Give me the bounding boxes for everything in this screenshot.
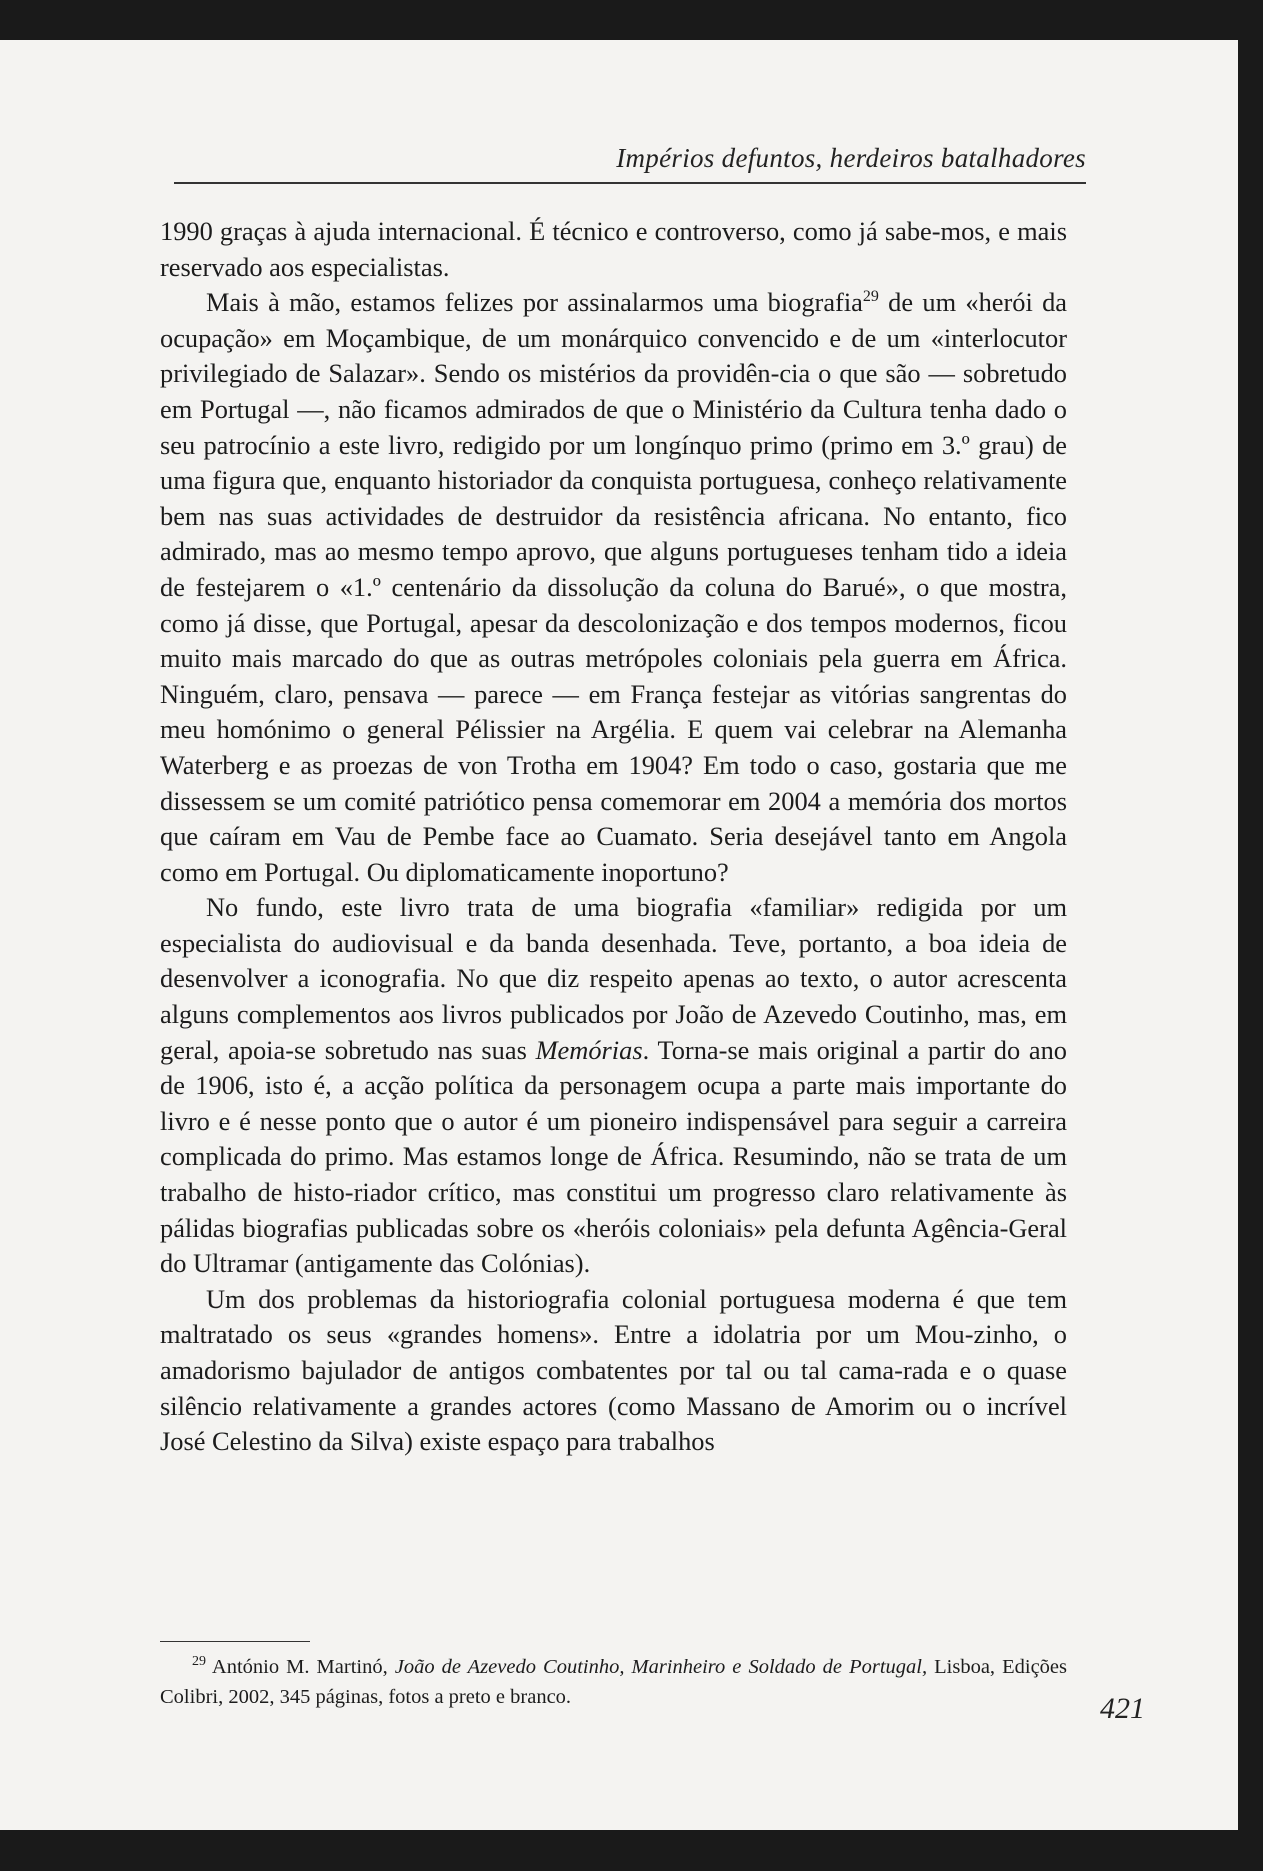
header-rule <box>174 182 1086 184</box>
paragraph-4: Um dos problemas da historiografia colonial portuguesa moderna é que tem maltratado os seus «grandes homens». Entre a idolatria por um Mou-zinho, o amadorismo bajulador de antigos combatentes por tal ou tal cama-rada e o quase silêncio relativamente a grandes actores (como Massano de Amorim ou o incrível José Celestino da Silva) existe espaço para trabalhos <box>160 1283 1067 1457</box>
memorias-title: Memórias <box>535 1034 643 1065</box>
footnote <box>160 1652 1067 1712</box>
paragraph-2 <box>160 285 1067 890</box>
footnote-rule <box>160 1641 310 1642</box>
footnote-ref-29[interactable]: 29 <box>862 288 879 306</box>
page-number: 421 <box>1100 1692 1145 1725</box>
footnote-number: 29 <box>192 1654 206 1670</box>
paragraph-2-start: Mais à mão, estamos felizes por assinalarmos uma biografia <box>206 287 863 318</box>
paragraph-3-start: No fundo, este livro trata de uma biografia «familiar» redigida por um especialista do audiovisual e da banda desenhada. Teve, portanto, a boa ideia de desenvolver a iconografia. No que diz respeito apenas ao texto, o autor acrescenta alguns complementos aos livros publicados por João de Azevedo Coutinho, mas, em geral, apoia-se sobretudo nas suas <box>160 892 1067 1065</box>
body-text <box>160 214 1067 1460</box>
footnote-29 <box>160 1652 1067 1712</box>
paragraph-1: 1990 graças à ajuda internacional. É técnico e controverso, como já sabe-mos, e mais reservado aos especialistas. <box>160 216 1067 282</box>
footnote-author: António M. Martinó, <box>206 1656 395 1678</box>
running-header: Impérios defuntos, herdeiros batalhadores <box>616 143 1086 173</box>
footnote-publisher: Lisboa, Edições Colibri, 2002, 345 páginas, fotos a preto e branco. <box>160 1656 1067 1708</box>
paragraph-3-rest: . Torna-se mais original a partir do ano de 1906, isto é, a acção política da personagem ocupa a parte mais importante do livro e é nesse ponto que o autor é um pioneiro indispensável para seguir a carreira complicada do primo. Mas estamos longe de África. Resumindo, não se trata de um trabalho de histo-riador crítico, mas constitui um progresso claro relativamente às pálidas biografias publicadas sobre os «heróis coloniais» pela defunta Agência-Geral do Ultramar (antigamente das Colónias). <box>160 1034 1067 1279</box>
footnote-book-title: João de Azevedo Coutinho, Marinheiro e Soldado de Portugal, <box>394 1656 928 1678</box>
book-page <box>0 40 1238 1830</box>
paragraph-2-rest: de um «herói da ocupação» em Moçambique, de um monárquico convencido e de um «interlocutor privilegiado de Salazar». Sendo os mistérios da providên-cia o que são — sobretudo em Portugal —, não ficamos admirados de que o Ministério da Cultura tenha dado o seu patrocínio a este livro, redigido por um longínquo primo (primo em 3.º grau) de uma figura que, enquanto historiador da conquista portuguesa, conheço relativamente bem nas suas actividades de destruidor da resistência africana. No entanto, fico admirado, mas ao mesmo tempo aprovo, que alguns portugueses tenham tido a ideia de festejarem o «1.º centenário da dissolução da coluna do Barué», o que mostra, como já disse, que Portugal, apesar da descolonização e dos tempos modernos, ficou muito mais marcado do que as outras metrópoles coloniais pela guerra em África. Ninguém, claro, pensava — parece — em França festejar as vitórias sangrentas do meu homónimo o general Pélissier na Argélia. E quem vai celebrar na Alemanha Waterberg e as proezas de von Trotha em 1904? Em todo o caso, gostaria que me dissessem se um comité patriótico pensa comemorar em 2004 a memória dos mortos que caíram em Vau de Pembe face ao Cuamato. Seria desejável tanto em Angola como em Portugal. Ou diplomaticamente inoportuno? <box>160 287 1067 887</box>
paragraph-3 <box>160 890 1067 1282</box>
